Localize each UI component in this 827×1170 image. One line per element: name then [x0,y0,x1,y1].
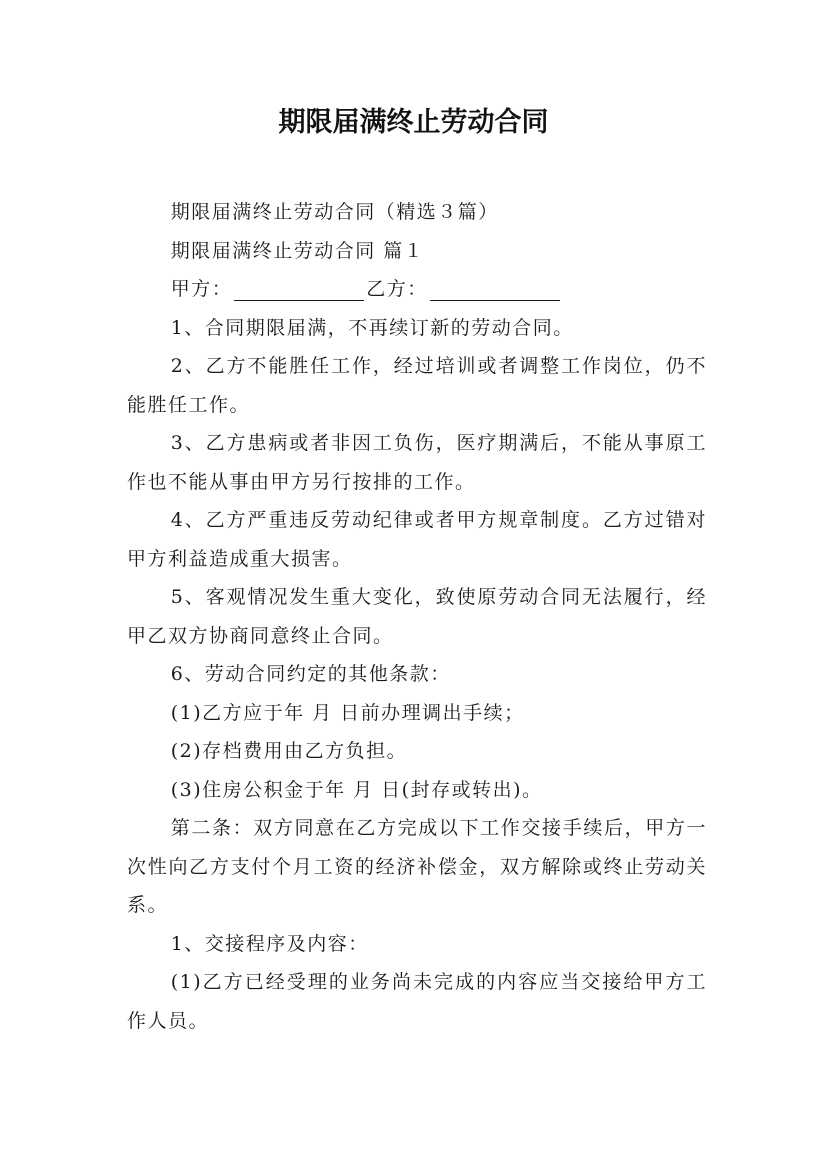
party-a-label: 甲方： [170,278,233,300]
clause-paragraph: 2、乙方不能胜任工作，经过培训或者调整工作岗位，仍不能胜任工作。 [127,355,707,416]
clause-paragraph: 3、乙方患病或者非因工负伤，医疗期满后，不能从事原工作也不能从事由甲方另行按排的工作。 [127,432,707,493]
document-title: 期限届满终止劳动合同 [278,107,549,138]
clause-paragraph: (1)乙方应于年 月 日前办理调出手续； [170,701,525,724]
clause-paragraph: 第二条：双方同意在乙方完成以下工作交接手续后，甲方一次性向乙方支付个月工资的经济补偿金，双方解除或终止劳动关系。 [127,817,707,916]
parties-line [127,270,707,309]
party-b-blank [430,278,560,301]
party-a-blank [234,278,364,301]
clause-paragraph: 1、交接程序及内容： [170,932,369,955]
document-body [127,193,707,1040]
subtitle-paragraph: 期限届满终止劳动合同（精选３篇） [170,201,499,223]
party-b-label: 乙方： [366,278,428,300]
clause-paragraph: 6、劳动合同约定的其他条款： [170,663,451,685]
clause-paragraph: (3)住房公积金于年 月 日(封存或转出)。 [170,778,543,801]
clause-paragraph: 5、客观情况发生重大变化，致使原劳动合同无法履行，经甲乙双方协商同意终止合同。 [127,586,707,647]
section-heading: 期限届满终止劳动合同 篇１ [170,239,425,262]
clause-paragraph: (2)存档费用由乙方负担。 [170,740,408,762]
clause-paragraph: 1、合同期限届满，不再续订新的劳动合同。 [170,316,574,339]
clause-paragraph: 4、乙方严重违反劳动纪律或者甲方规章制度。乙方过错对甲方利益造成重大损害。 [127,509,707,570]
clause-paragraph: (1)乙方已经受理的业务尚未完成的内容应当交接给甲方工作人员。 [127,971,707,1032]
